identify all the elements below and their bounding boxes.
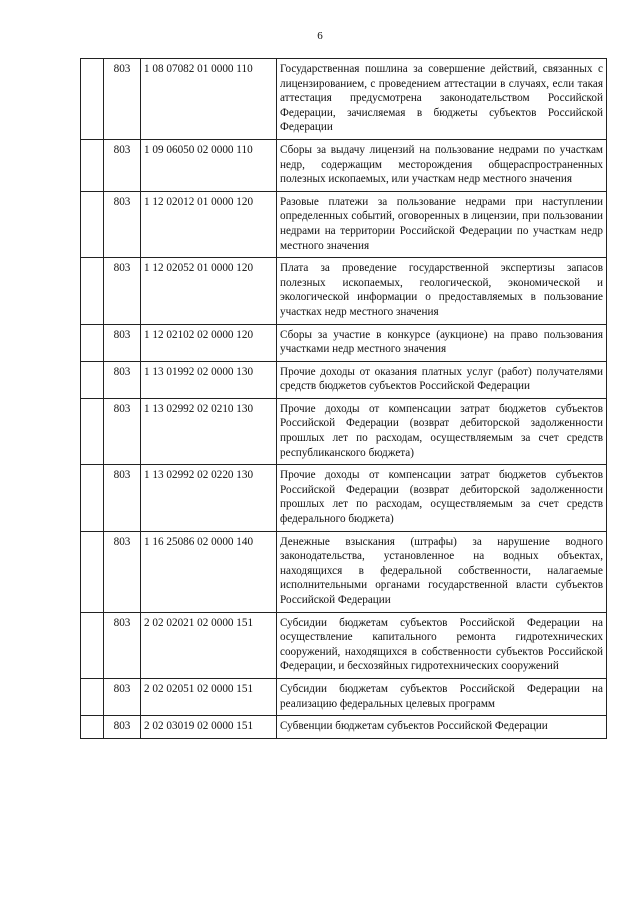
description-cell: Прочие доходы от компенсации затрат бюджетов субъектов Российской Федерации (возврат дебиторской задолженности прошлых лет по расходам, осуществляемым за счет средств республиканского бюджета) <box>277 398 607 464</box>
blank-cell <box>81 139 104 191</box>
budget-code-cell: 1 13 02992 02 0220 130 <box>141 465 277 531</box>
budget-code-cell: 1 12 02052 01 0000 120 <box>141 258 277 324</box>
revenue-codes-table <box>80 58 607 739</box>
blank-cell <box>81 258 104 324</box>
description-cell: Субсидии бюджетам субъектов Российской Федерации на осуществление капитального ремонта гидротехнических сооружений, находящихся в собственности субъектов Российской Федерации, и бесхозяйных гидротехнических сооружений <box>277 612 607 678</box>
blank-cell <box>81 398 104 464</box>
blank-cell <box>81 716 104 739</box>
description-cell: Денежные взыскания (штрафы) за нарушение водного законодательства, установленное на водных объектах, находящихся в федеральной собственности, налагаемые исполнительными органами государственной власти субъектов Российской Федерации <box>277 531 607 612</box>
budget-code-cell: 1 12 02102 02 0000 120 <box>141 324 277 361</box>
table-row <box>81 59 607 140</box>
admin-code-cell: 803 <box>104 191 141 257</box>
description-cell: Сборы за участие в конкурсе (аукционе) на право пользования участками недр местного значения <box>277 324 607 361</box>
description-cell: Субвенции бюджетам субъектов Российской Федерации <box>277 716 607 739</box>
description-cell: Прочие доходы от компенсации затрат бюджетов субъектов Российской Федерации (возврат дебиторской задолженности прошлых лет по расходам, осуществляемым за счет средств федерального бюджета) <box>277 465 607 531</box>
blank-cell <box>81 324 104 361</box>
table-row <box>81 531 607 612</box>
table-row <box>81 191 607 257</box>
table-row <box>81 361 607 398</box>
table-row <box>81 716 607 739</box>
description-cell: Государственная пошлина за совершение действий, связанных с лицензированием, с проведением аттестации в случаях, если такая аттестация предусмотрена законодательством Российской Федерации, зачисляемая в бюджеты субъектов Российской Федерации <box>277 59 607 140</box>
budget-code-cell: 1 09 06050 02 0000 110 <box>141 139 277 191</box>
table-row <box>81 678 607 715</box>
budget-code-cell: 2 02 03019 02 0000 151 <box>141 716 277 739</box>
budget-code-cell: 1 16 25086 02 0000 140 <box>141 531 277 612</box>
admin-code-cell: 803 <box>104 398 141 464</box>
admin-code-cell: 803 <box>104 678 141 715</box>
table-body <box>81 59 607 739</box>
description-cell: Прочие доходы от оказания платных услуг (работ) получателями средств бюджетов субъектов Российской Федерации <box>277 361 607 398</box>
blank-cell <box>81 531 104 612</box>
blank-cell <box>81 59 104 140</box>
budget-code-cell: 2 02 02051 02 0000 151 <box>141 678 277 715</box>
admin-code-cell: 803 <box>104 258 141 324</box>
admin-code-cell: 803 <box>104 716 141 739</box>
table-row <box>81 139 607 191</box>
budget-code-cell: 1 12 02012 01 0000 120 <box>141 191 277 257</box>
blank-cell <box>81 678 104 715</box>
admin-code-cell: 803 <box>104 139 141 191</box>
blank-cell <box>81 612 104 678</box>
admin-code-cell: 803 <box>104 531 141 612</box>
blank-cell <box>81 465 104 531</box>
description-cell: Сборы за выдачу лицензий на пользование недрами по участкам недр, содержащим месторождения общераспространенных полезных ископаемых, или участкам недр местного значения <box>277 139 607 191</box>
table-row <box>81 612 607 678</box>
description-cell: Разовые платежи за пользование недрами при наступлении определенных событий, оговоренных в лицензии, при пользовании недрами на территории Российской Федерации по участкам недр местного значения <box>277 191 607 257</box>
budget-code-cell: 2 02 02021 02 0000 151 <box>141 612 277 678</box>
budget-code-cell: 1 13 01992 02 0000 130 <box>141 361 277 398</box>
table-row <box>81 258 607 324</box>
admin-code-cell: 803 <box>104 324 141 361</box>
blank-cell <box>81 191 104 257</box>
budget-code-cell: 1 08 07082 01 0000 110 <box>141 59 277 140</box>
page-number: 6 <box>317 30 323 42</box>
blank-cell <box>81 361 104 398</box>
budget-code-cell: 1 13 02992 02 0210 130 <box>141 398 277 464</box>
table-row <box>81 324 607 361</box>
admin-code-cell: 803 <box>104 59 141 140</box>
table-row <box>81 465 607 531</box>
admin-code-cell: 803 <box>104 612 141 678</box>
table-row <box>81 398 607 464</box>
admin-code-cell: 803 <box>104 361 141 398</box>
description-cell: Плата за проведение государственной экспертизы запасов полезных ископаемых, геологической, экономической и экологической информации о предоставляемых в пользование участках недр местного значения <box>277 258 607 324</box>
admin-code-cell: 803 <box>104 465 141 531</box>
description-cell: Субсидии бюджетам субъектов Российской Федерации на реализацию федеральных целевых программ <box>277 678 607 715</box>
